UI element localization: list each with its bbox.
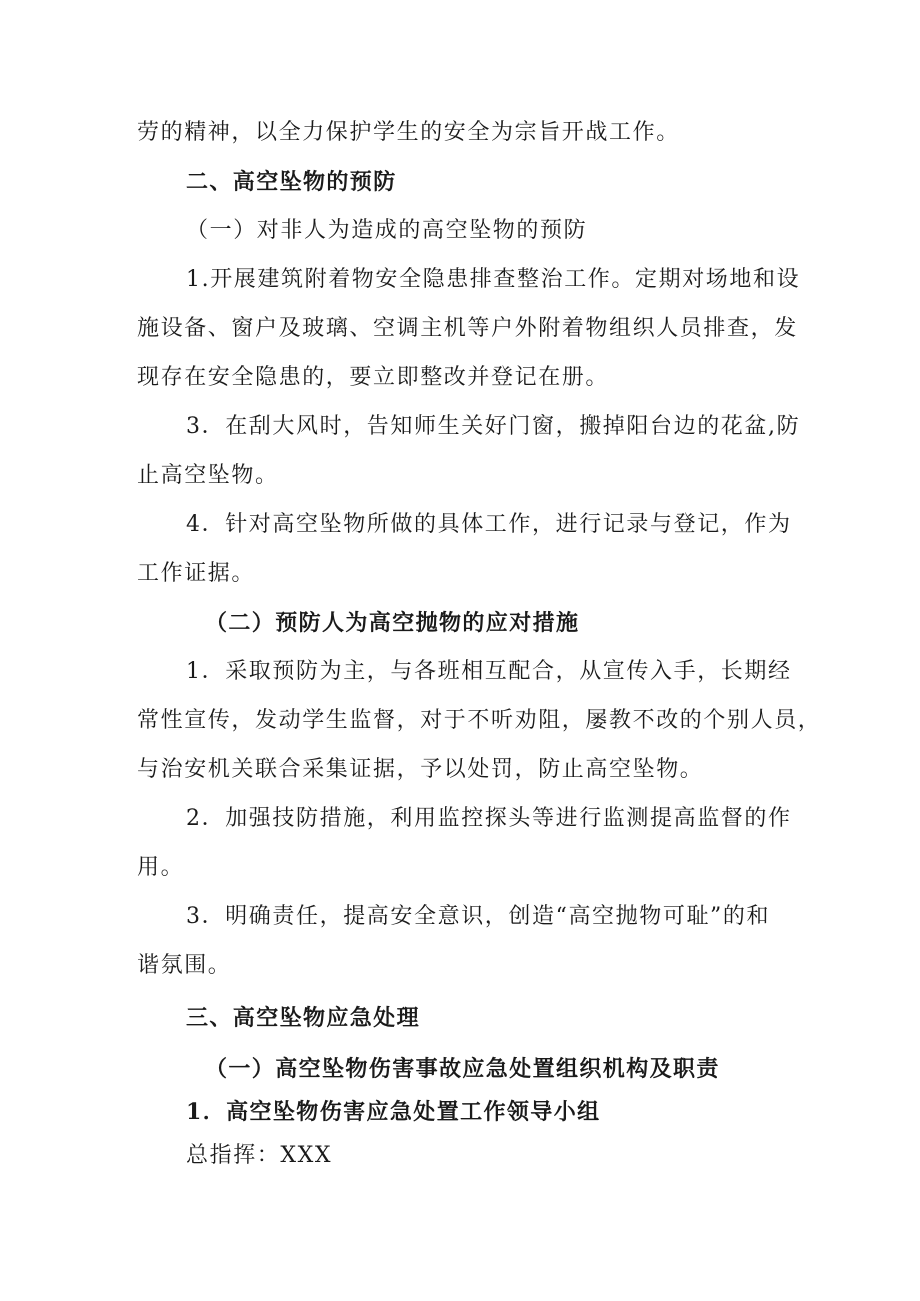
paragraph-line: 2．加强技防措施，利用监控探头等进行监测提高监督的作 — [186, 806, 792, 831]
section-heading: 二、高空坠物的预防 — [186, 169, 397, 195]
paragraph-line: 4．针对高空坠物所做的具体工作，进行记录与登记，作为 — [186, 512, 792, 537]
paragraph-line: 工作证据。 — [137, 561, 256, 586]
paragraph-line: 3．在刮大风时，告知师生关好门窗，搬掉阳台边的花盆,防 — [186, 414, 801, 439]
paragraph-line: 用。 — [137, 855, 185, 880]
paragraph-line: 施设备、窗户及玻璃、空调主机等户外附着物组织人员排查，发 — [137, 316, 798, 341]
paragraph-line: 现存在安全隐患的，要立即整改并登记在册。 — [137, 365, 610, 390]
paragraph-line: 3．明确责任，提高安全意识，创造“高空抛物可耻”的和 — [186, 904, 771, 929]
paragraph-line: 劳的精神，以全力保护学生的安全为宗旨开战工作。 — [137, 120, 680, 145]
item-heading: 1．高空坠物伤害应急处置工作领导小组 — [186, 1099, 601, 1125]
paragraph-line: 1．采取预防为主，与各班相互配合，从宣传入手，长期经 — [186, 659, 792, 684]
paragraph-line: 1.开展建筑附着物安全隐患排查整治工作。定期对场地和设 — [186, 267, 801, 292]
subsection-heading: （一）对非人为造成的高空坠物的预防 — [186, 218, 588, 243]
paragraph-line: 总指挥：XXX — [186, 1143, 333, 1168]
paragraph-line: 止高空坠物。 — [137, 463, 279, 488]
paragraph-line: 与治安机关联合采集证据，予以处罚，防止高空坠物。 — [137, 757, 704, 782]
paragraph-line: 常性宣传，发动学生监督，对于不听劝阻，屡教不改的个别人员， — [137, 708, 822, 733]
subsection-heading: （一）高空坠物伤害事故应急处置组织机构及职责 — [205, 1056, 720, 1082]
subsection-heading: （二）预防人为高空抛物的应对措施 — [205, 610, 580, 636]
paragraph-line: 谐氛围。 — [137, 953, 232, 978]
section-heading: 三、高空坠物应急处理 — [186, 1005, 421, 1031]
